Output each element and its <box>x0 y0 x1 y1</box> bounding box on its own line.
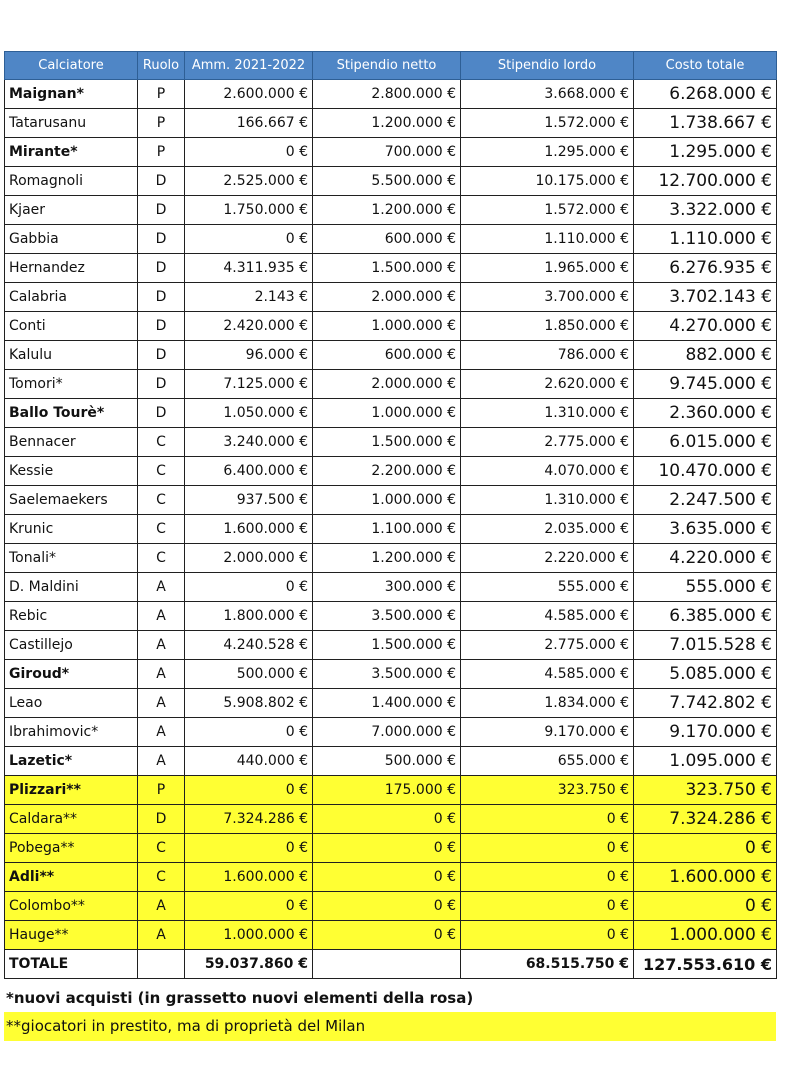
cell-ruolo: A <box>138 892 185 921</box>
footnotes <box>4 984 776 1041</box>
cell-ammortamento: 96.000 € <box>185 341 313 370</box>
cell-ruolo: D <box>138 341 185 370</box>
cell-costo-totale: 6.385.000 € <box>634 602 777 631</box>
cell-calciatore: Kjaer <box>5 196 138 225</box>
cell-calciatore: Lazetic* <box>5 747 138 776</box>
cell-calciatore: Calabria <box>5 283 138 312</box>
total-row <box>5 950 777 979</box>
footnote-new-signings: *nuovi acquisti (in grassetto nuovi elementi della rosa) <box>6 989 474 1007</box>
cell-stipendio-netto: 3.500.000 € <box>313 602 461 631</box>
cell-calciatore: Rebic <box>5 602 138 631</box>
total-costo-totale: 127.553.610 € <box>634 950 777 979</box>
cell-ammortamento: 0 € <box>185 834 313 863</box>
cell-costo-totale: 1.295.000 € <box>634 138 777 167</box>
cell-stipendio-lordo: 1.310.000 € <box>461 399 634 428</box>
cell-stipendio-netto: 7.000.000 € <box>313 718 461 747</box>
cell-stipendio-lordo: 4.585.000 € <box>461 660 634 689</box>
cell-stipendio-netto: 1.200.000 € <box>313 544 461 573</box>
cell-stipendio-lordo: 555.000 € <box>461 573 634 602</box>
cell-calciatore: Saelemaekers <box>5 486 138 515</box>
cell-calciatore: Hernandez <box>5 254 138 283</box>
table-row <box>5 428 777 457</box>
cell-ammortamento: 2.600.000 € <box>185 80 313 109</box>
cell-calciatore: Colombo** <box>5 892 138 921</box>
cell-calciatore: Pobega** <box>5 834 138 863</box>
cell-ruolo: P <box>138 109 185 138</box>
table-row <box>5 399 777 428</box>
cell-calciatore: Caldara** <box>5 805 138 834</box>
cell-stipendio-lordo: 2.035.000 € <box>461 515 634 544</box>
cell-calciatore: Giroud* <box>5 660 138 689</box>
cell-calciatore: Tonali* <box>5 544 138 573</box>
cell-ammortamento: 2.000.000 € <box>185 544 313 573</box>
total-ammortamento: 59.037.860 € <box>185 950 313 979</box>
cell-stipendio-netto: 300.000 € <box>313 573 461 602</box>
cell-costo-totale: 10.470.000 € <box>634 457 777 486</box>
cell-ruolo: C <box>138 515 185 544</box>
cell-ammortamento: 1.600.000 € <box>185 863 313 892</box>
salary-table <box>4 51 777 979</box>
table-row <box>5 486 777 515</box>
cell-calciatore: Conti <box>5 312 138 341</box>
cell-ammortamento: 1.050.000 € <box>185 399 313 428</box>
cell-stipendio-netto: 600.000 € <box>313 225 461 254</box>
table-row <box>5 921 777 950</box>
cell-ammortamento: 166.667 € <box>185 109 313 138</box>
cell-calciatore: Kessie <box>5 457 138 486</box>
table-row <box>5 747 777 776</box>
header-ruolo: Ruolo <box>138 52 185 80</box>
cell-ruolo: C <box>138 863 185 892</box>
cell-ammortamento: 2.420.000 € <box>185 312 313 341</box>
cell-stipendio-lordo: 0 € <box>461 863 634 892</box>
cell-ruolo: A <box>138 747 185 776</box>
cell-ammortamento: 1.600.000 € <box>185 515 313 544</box>
cell-ruolo: D <box>138 370 185 399</box>
cell-ammortamento: 0 € <box>185 776 313 805</box>
cell-stipendio-netto: 1.500.000 € <box>313 428 461 457</box>
cell-ammortamento: 0 € <box>185 718 313 747</box>
cell-calciatore: Maignan* <box>5 80 138 109</box>
cell-costo-totale: 3.322.000 € <box>634 196 777 225</box>
cell-costo-totale: 1.600.000 € <box>634 863 777 892</box>
cell-stipendio-lordo: 1.834.000 € <box>461 689 634 718</box>
cell-calciatore: Krunic <box>5 515 138 544</box>
table-row <box>5 80 777 109</box>
cell-stipendio-netto: 2.000.000 € <box>313 283 461 312</box>
cell-ruolo: P <box>138 80 185 109</box>
cell-ruolo: A <box>138 718 185 747</box>
table-row <box>5 631 777 660</box>
cell-stipendio-lordo: 1.110.000 € <box>461 225 634 254</box>
table-row <box>5 805 777 834</box>
cell-stipendio-lordo: 4.070.000 € <box>461 457 634 486</box>
footnote-loans: **giocatori in prestito, ma di proprietà del Milan <box>4 1012 776 1041</box>
table-row <box>5 167 777 196</box>
cell-stipendio-netto: 1.000.000 € <box>313 312 461 341</box>
cell-calciatore: Hauge** <box>5 921 138 950</box>
cell-costo-totale: 7.015.528 € <box>634 631 777 660</box>
cell-ruolo: D <box>138 805 185 834</box>
header-calciatore: Calciatore <box>5 52 138 80</box>
cell-stipendio-netto: 1.000.000 € <box>313 486 461 515</box>
cell-stipendio-lordo: 3.700.000 € <box>461 283 634 312</box>
cell-ammortamento: 1.750.000 € <box>185 196 313 225</box>
cell-stipendio-lordo: 1.295.000 € <box>461 138 634 167</box>
cell-ammortamento: 4.311.935 € <box>185 254 313 283</box>
table-row <box>5 602 777 631</box>
cell-costo-totale: 882.000 € <box>634 341 777 370</box>
cell-stipendio-netto: 0 € <box>313 834 461 863</box>
cell-calciatore: Leao <box>5 689 138 718</box>
cell-stipendio-lordo: 10.175.000 € <box>461 167 634 196</box>
cell-stipendio-netto: 175.000 € <box>313 776 461 805</box>
cell-ammortamento: 0 € <box>185 573 313 602</box>
table-row <box>5 457 777 486</box>
cell-costo-totale: 12.700.000 € <box>634 167 777 196</box>
cell-costo-totale: 2.360.000 € <box>634 399 777 428</box>
table-row <box>5 689 777 718</box>
cell-ruolo: D <box>138 283 185 312</box>
cell-ammortamento: 937.500 € <box>185 486 313 515</box>
cell-costo-totale: 5.085.000 € <box>634 660 777 689</box>
cell-stipendio-netto: 1.500.000 € <box>313 631 461 660</box>
cell-ammortamento: 7.324.286 € <box>185 805 313 834</box>
cell-costo-totale: 0 € <box>634 892 777 921</box>
cell-stipendio-lordo: 4.585.000 € <box>461 602 634 631</box>
table-row <box>5 283 777 312</box>
cell-stipendio-netto: 0 € <box>313 921 461 950</box>
cell-ruolo: D <box>138 312 185 341</box>
cell-stipendio-lordo: 2.775.000 € <box>461 428 634 457</box>
cell-stipendio-netto: 600.000 € <box>313 341 461 370</box>
table-row <box>5 515 777 544</box>
cell-stipendio-netto: 0 € <box>313 863 461 892</box>
cell-costo-totale: 555.000 € <box>634 573 777 602</box>
header-stipendio-netto: Stipendio netto <box>313 52 461 80</box>
cell-stipendio-netto: 5.500.000 € <box>313 167 461 196</box>
cell-stipendio-netto: 1.100.000 € <box>313 515 461 544</box>
table-row <box>5 370 777 399</box>
cell-calciatore: Plizzari** <box>5 776 138 805</box>
cell-calciatore: Mirante* <box>5 138 138 167</box>
cell-stipendio-netto: 1.200.000 € <box>313 109 461 138</box>
cell-costo-totale: 1.095.000 € <box>634 747 777 776</box>
cell-calciatore: Tatarusanu <box>5 109 138 138</box>
total-stipendio-lordo: 68.515.750 € <box>461 950 634 979</box>
cell-calciatore: Bennacer <box>5 428 138 457</box>
cell-stipendio-lordo: 0 € <box>461 805 634 834</box>
table-row <box>5 892 777 921</box>
cell-ruolo: A <box>138 602 185 631</box>
header-costo-totale: Costo totale <box>634 52 777 80</box>
cell-calciatore: Romagnoli <box>5 167 138 196</box>
cell-calciatore: Gabbia <box>5 225 138 254</box>
cell-ruolo: D <box>138 196 185 225</box>
cell-ammortamento: 2.525.000 € <box>185 167 313 196</box>
cell-stipendio-lordo: 2.775.000 € <box>461 631 634 660</box>
cell-costo-totale: 3.635.000 € <box>634 515 777 544</box>
cell-stipendio-lordo: 0 € <box>461 892 634 921</box>
table-row <box>5 834 777 863</box>
table-row <box>5 196 777 225</box>
table-row <box>5 776 777 805</box>
cell-stipendio-netto: 2.000.000 € <box>313 370 461 399</box>
table-row <box>5 718 777 747</box>
cell-stipendio-netto: 1.500.000 € <box>313 254 461 283</box>
cell-stipendio-netto: 0 € <box>313 805 461 834</box>
cell-stipendio-netto: 3.500.000 € <box>313 660 461 689</box>
cell-calciatore: Castillejo <box>5 631 138 660</box>
cell-stipendio-lordo: 0 € <box>461 834 634 863</box>
table-row <box>5 254 777 283</box>
table-row <box>5 109 777 138</box>
table-row <box>5 573 777 602</box>
cell-ammortamento: 3.240.000 € <box>185 428 313 457</box>
cell-ruolo: C <box>138 457 185 486</box>
cell-stipendio-netto: 2.800.000 € <box>313 80 461 109</box>
cell-ruolo: A <box>138 660 185 689</box>
table-row <box>5 863 777 892</box>
cell-stipendio-lordo: 1.850.000 € <box>461 312 634 341</box>
cell-costo-totale: 9.745.000 € <box>634 370 777 399</box>
cell-stipendio-lordo: 2.620.000 € <box>461 370 634 399</box>
cell-stipendio-lordo: 1.965.000 € <box>461 254 634 283</box>
cell-ammortamento: 7.125.000 € <box>185 370 313 399</box>
cell-costo-totale: 7.324.286 € <box>634 805 777 834</box>
cell-ammortamento: 1.000.000 € <box>185 921 313 950</box>
cell-calciatore: Tomori* <box>5 370 138 399</box>
cell-ammortamento: 0 € <box>185 225 313 254</box>
cell-calciatore: Ballo Tourè* <box>5 399 138 428</box>
cell-ammortamento: 4.240.528 € <box>185 631 313 660</box>
cell-stipendio-netto: 0 € <box>313 892 461 921</box>
table-row <box>5 225 777 254</box>
cell-stipendio-lordo: 1.310.000 € <box>461 486 634 515</box>
cell-costo-totale: 4.270.000 € <box>634 312 777 341</box>
cell-ruolo: A <box>138 573 185 602</box>
cell-costo-totale: 6.268.000 € <box>634 80 777 109</box>
cell-costo-totale: 6.015.000 € <box>634 428 777 457</box>
total-label: TOTALE <box>5 950 138 979</box>
total-empty-role <box>138 950 185 979</box>
cell-costo-totale: 1.110.000 € <box>634 225 777 254</box>
cell-calciatore: Ibrahimovic* <box>5 718 138 747</box>
cell-ruolo: C <box>138 544 185 573</box>
cell-stipendio-lordo: 1.572.000 € <box>461 109 634 138</box>
cell-ammortamento: 6.400.000 € <box>185 457 313 486</box>
cell-ammortamento: 5.908.802 € <box>185 689 313 718</box>
salary-table-container <box>4 51 776 979</box>
cell-stipendio-lordo: 655.000 € <box>461 747 634 776</box>
header-ammortamento: Amm. 2021-2022 <box>185 52 313 80</box>
cell-ruolo: P <box>138 776 185 805</box>
total-empty-netto <box>313 950 461 979</box>
cell-costo-totale: 2.247.500 € <box>634 486 777 515</box>
cell-stipendio-netto: 500.000 € <box>313 747 461 776</box>
cell-ruolo: C <box>138 834 185 863</box>
cell-stipendio-lordo: 1.572.000 € <box>461 196 634 225</box>
table-row <box>5 660 777 689</box>
cell-stipendio-netto: 700.000 € <box>313 138 461 167</box>
cell-stipendio-lordo: 786.000 € <box>461 341 634 370</box>
cell-costo-totale: 9.170.000 € <box>634 718 777 747</box>
header-stipendio-lordo: Stipendio lordo <box>461 52 634 80</box>
table-row <box>5 312 777 341</box>
cell-costo-totale: 7.742.802 € <box>634 689 777 718</box>
cell-ruolo: D <box>138 254 185 283</box>
cell-costo-totale: 0 € <box>634 834 777 863</box>
table-row <box>5 544 777 573</box>
cell-stipendio-netto: 1.200.000 € <box>313 196 461 225</box>
cell-stipendio-netto: 1.000.000 € <box>313 399 461 428</box>
cell-costo-totale: 6.276.935 € <box>634 254 777 283</box>
cell-stipendio-netto: 2.200.000 € <box>313 457 461 486</box>
cell-ammortamento: 440.000 € <box>185 747 313 776</box>
cell-costo-totale: 3.702.143 € <box>634 283 777 312</box>
cell-calciatore: D. Maldini <box>5 573 138 602</box>
cell-ruolo: C <box>138 486 185 515</box>
cell-ruolo: D <box>138 167 185 196</box>
cell-ruolo: D <box>138 225 185 254</box>
cell-ammortamento: 2.143 € <box>185 283 313 312</box>
cell-ruolo: A <box>138 631 185 660</box>
cell-ruolo: D <box>138 399 185 428</box>
table-row <box>5 138 777 167</box>
cell-costo-totale: 1.738.667 € <box>634 109 777 138</box>
cell-calciatore: Kalulu <box>5 341 138 370</box>
cell-stipendio-lordo: 3.668.000 € <box>461 80 634 109</box>
cell-ruolo: A <box>138 921 185 950</box>
cell-ruolo: A <box>138 689 185 718</box>
cell-ammortamento: 0 € <box>185 138 313 167</box>
cell-costo-totale: 1.000.000 € <box>634 921 777 950</box>
table-row <box>5 341 777 370</box>
cell-ruolo: P <box>138 138 185 167</box>
cell-stipendio-lordo: 2.220.000 € <box>461 544 634 573</box>
cell-ammortamento: 500.000 € <box>185 660 313 689</box>
cell-stipendio-lordo: 0 € <box>461 921 634 950</box>
cell-stipendio-lordo: 9.170.000 € <box>461 718 634 747</box>
cell-calciatore: Adli** <box>5 863 138 892</box>
cell-stipendio-lordo: 323.750 € <box>461 776 634 805</box>
cell-stipendio-netto: 1.400.000 € <box>313 689 461 718</box>
table-body <box>5 80 777 950</box>
cell-ammortamento: 0 € <box>185 892 313 921</box>
cell-ruolo: C <box>138 428 185 457</box>
header-row <box>5 52 777 80</box>
cell-costo-totale: 323.750 € <box>634 776 777 805</box>
cell-costo-totale: 4.220.000 € <box>634 544 777 573</box>
cell-ammortamento: 1.800.000 € <box>185 602 313 631</box>
